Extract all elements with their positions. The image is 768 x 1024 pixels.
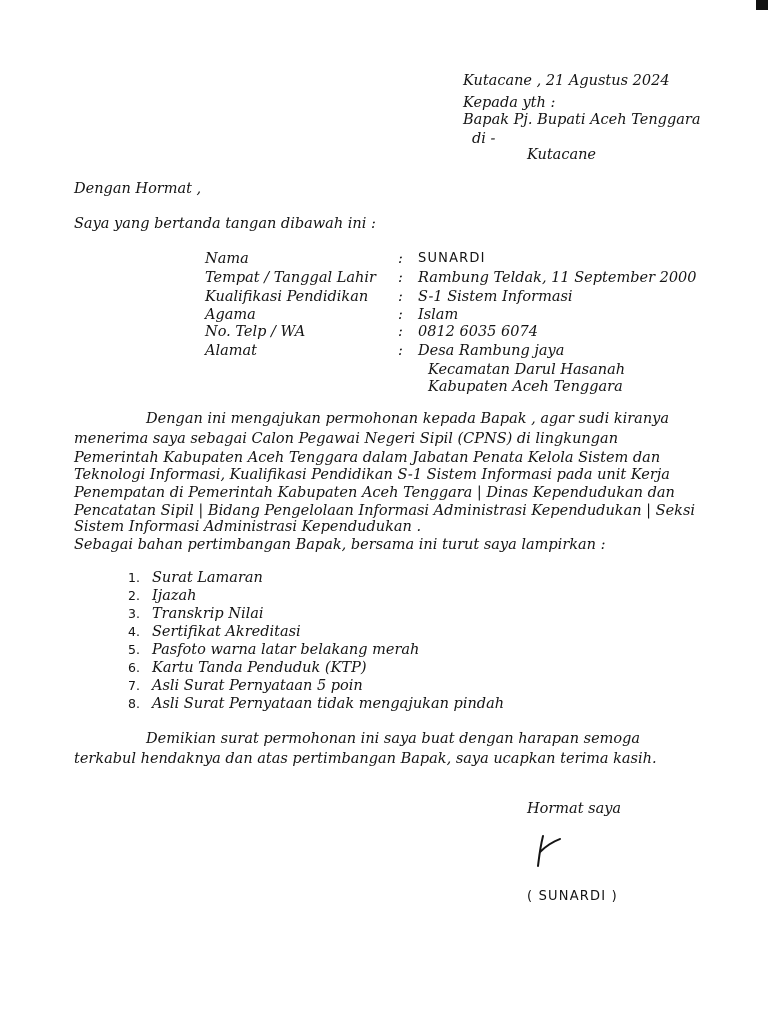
regards: Hormat saya (527, 801, 622, 817)
list-text: Transkrip Nilai (152, 606, 264, 622)
body-line: Pemerintah Kabupaten Aceh Tenggara dalam Jabatan Penata Kelola Sistem dan (74, 450, 661, 466)
body-line: menerima saya sebagai Calon Pegawai Negeri Sipil (CPNS) di lingkungan (74, 431, 619, 447)
closing-line: terkabul hendaknya dan atas pertimbangan Bapak, saya ucapkan terima kasih. (74, 751, 657, 767)
form-label: Kualifikasi Pendidikan (205, 289, 369, 305)
form-label: Alamat (205, 343, 257, 359)
body-line: Dengan ini mengajukan permohonan kepada Bapak , agar sudi kiranya (146, 411, 669, 427)
form-colon: : (398, 343, 403, 359)
body-line: Teknologi Informasi, Kualifikasi Pendidikan S-1 Sistem Informasi pada unit Kerja (74, 467, 670, 483)
list-text: Kartu Tanda Penduduk (KTP) (152, 660, 367, 676)
list-text: Sertifikat Akreditasi (152, 624, 301, 640)
form-label: Tempat / Tanggal Lahir (205, 270, 376, 286)
list-number: 8. (128, 696, 140, 711)
place-date: Kutacane , 21 Agustus 2024 (463, 73, 670, 89)
list-text: Asli Surat Pernyataan 5 poin (152, 678, 363, 694)
form-value: Rambung Teldak, 11 September 2000 (418, 270, 697, 286)
list-number: 1. (128, 570, 140, 585)
list-text: Surat Lamaran (152, 570, 263, 586)
closing-line: Demikian surat permohonan ini saya buat dengan harapan semoga (146, 731, 641, 747)
form-value: 0812 6035 6074 (418, 324, 538, 340)
body-line: Pencatatan Sipil | Bidang Pengelolaan Informasi Administrasi Kependudukan | Seksi (74, 503, 696, 519)
list-number: 3. (128, 606, 140, 621)
list-text: Pasfoto warna latar belakang merah (152, 642, 420, 658)
intro: Saya yang bertanda tangan dibawah ini : (74, 216, 376, 232)
body-line: Sistem Informasi Administrasi Kependudukan . (74, 519, 422, 535)
list-text: Ijazah (152, 588, 197, 604)
form-value: S-1 Sistem Informasi (418, 289, 573, 305)
greeting: Dengan Hormat , (74, 181, 202, 197)
body-line: Sebagai bahan pertimbangan Bapak, bersama ini turut saya lampirkan : (74, 537, 606, 553)
to-line: Kepada yth : (463, 95, 556, 111)
list-number: 4. (128, 624, 140, 639)
list-number: 7. (128, 678, 140, 693)
form-colon: : (398, 270, 403, 286)
form-colon: : (398, 251, 403, 267)
form-value: Desa Rambung jaya (418, 343, 565, 359)
list-text: Asli Surat Pernyataan tidak mengajukan pindah (152, 696, 505, 712)
form-label: No. Telp / WA (205, 324, 306, 340)
form-colon: : (398, 324, 403, 340)
city: Kutacane (527, 147, 597, 163)
form-value-name: SUNARDI (418, 251, 486, 266)
list-number: 2. (128, 588, 140, 603)
form-colon: : (398, 307, 403, 323)
form-label: Agama (205, 307, 256, 323)
di-line: di - (472, 131, 496, 147)
form-colon: : (398, 289, 403, 305)
address-line: Kabupaten Aceh Tenggara (428, 379, 623, 395)
list-number: 5. (128, 642, 140, 657)
form-value: Islam (418, 307, 459, 323)
scan-corner-mark (756, 0, 768, 10)
form-label: Nama (205, 251, 249, 267)
address-line: Kecamatan Darul Hasanah (428, 362, 626, 378)
handwritten-signature (530, 830, 570, 868)
recipient: Bapak Pj. Bupati Aceh Tenggara (463, 112, 701, 128)
signer-name: ( SUNARDI ) (527, 889, 618, 904)
body-line: Penempatan di Pemerintah Kabupaten Aceh Tenggara | Dinas Kependudukan dan (74, 485, 675, 501)
list-number: 6. (128, 660, 140, 675)
